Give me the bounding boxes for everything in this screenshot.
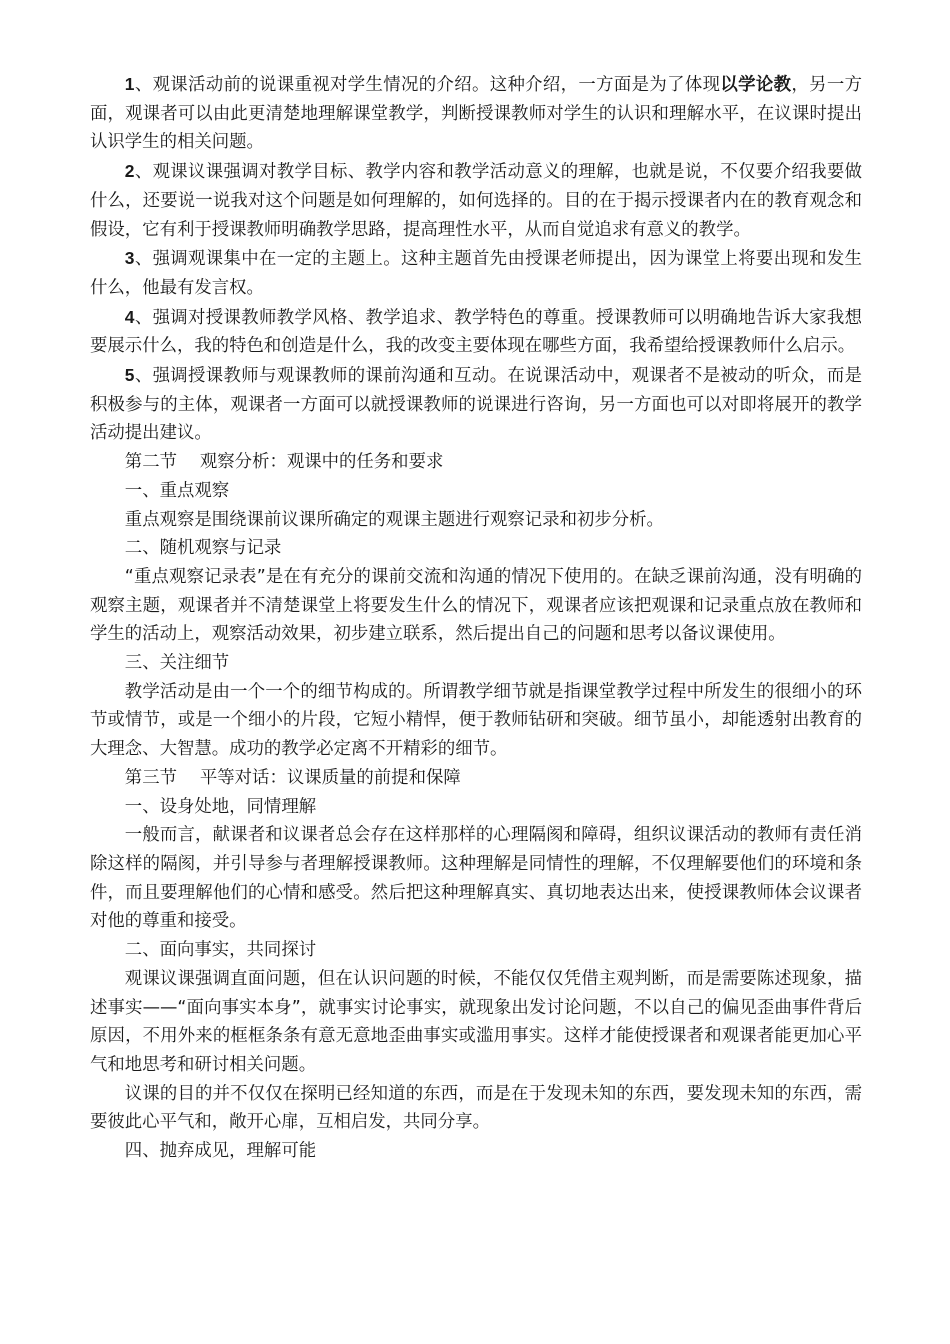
section-2-paragraph-1: 重点观察是围绕课前议课所确定的观课主题进行观察记录和初步分析。 — [124, 509, 664, 530]
section-3-heading-1: 一、设身处地，同情理解 — [124, 796, 317, 817]
paragraph-number: 1 — [124, 74, 135, 94]
numbered-paragraph-4 — [90, 303, 862, 361]
section-3-paragraph-2: 观课议课强调直面问题，但在认识问题的时候，不能仅仅凭借主观判断，而是需要陈述现象，描述事实——“面向事实本身”，就事实讨论事实，就现象出发讨论问题，不以自己的偏见歪曲事件背后原因，不用外来的框框条条有意无意地歪曲事实或滥用事实。这样才能使授课者和观课者能更加心平气和地思考和研讨相关问题。 — [90, 968, 862, 1075]
section-2-heading-1: 一、重点观察 — [124, 480, 230, 501]
paragraph-text: 、强调授课教师与观课教师的课前沟通和互动。在说课活动中，观课者不是被动的听众，而是积极参与的主体，观课者一方面可以就授课教师的说课进行咨询，另一方面也可以对即将展开的教学活动提出建议。 — [90, 366, 862, 444]
section-3-paragraph-1: 一般而言，献课者和议课者总会存在这样那样的心理隔阂和障碍，组织议课活动的教师有责任消除这样的隔阂，并引导参与者理解授课教师。这种理解是同情性的理解，不仅理解要他们的环境和条件，而且要理解他们的心情和感受。然后把这种理解真实、真切地表达出来，使授课教师体会议课者对他的尊重和接受。 — [90, 825, 862, 932]
paragraph-text: 、强调对授课教师教学风格、教学追求、教学特色的尊重。授课教师可以明确地告诉大家我想要展示什么，我的特色和创造是什么，我的改变主要体现在哪些方面，我希望给授课教师什么启示。 — [90, 307, 862, 357]
document-body — [90, 70, 862, 1166]
section-2-paragraph-3: 教学活动是由一个一个的细节构成的。所谓教学细节就是指课堂教学过程中所发生的很细小的环节或情节，或是一个细小的片段，它短小精悍，便于教师钻研和突破。细节虽小，却能透射出教育的大理念、大智慧。成功的教学必定离不开精彩的细节。 — [90, 681, 862, 760]
paragraph-number: 4 — [124, 306, 135, 327]
paragraph-number: 2 — [124, 161, 135, 182]
emphasized-term: 以学论教 — [720, 75, 792, 95]
numbered-paragraph-2 — [90, 157, 862, 244]
section-2-title: 第二节 观察分析：观课中的任务和要求 — [124, 452, 444, 473]
paragraph-text: 、强调观课集中在一定的主题上。这种主题首先由授课老师提出，因为课堂上将要出现和发生什么，他最有发言权。 — [90, 249, 862, 298]
numbered-paragraph-5 — [90, 361, 862, 448]
paragraph-text-end: ，另一方面，观课者可以由此更清楚地理解课堂教学，判断授课教师对学生的认识和理解水平，在议课时提出认识学生的相关问题。 — [90, 75, 862, 153]
numbered-paragraph-1 — [90, 70, 862, 157]
section-3-paragraph-3: 议课的目的并不仅仅在探明已经知道的东西，而是在于发现未知的东西，要发现未知的东西，需要彼此心平气和，敞开心扉，互相启发，共同分享。 — [90, 1083, 862, 1133]
paragraph-text-start: 、观课活动前的说课重视对学生情况的介绍。这种介绍，一方面是为了体现 — [134, 75, 721, 95]
numbered-paragraph-3 — [90, 244, 862, 302]
section-3-heading-4: 四、抛弃成见，理解可能 — [124, 1141, 317, 1162]
section-2-paragraph-2: “重点观察记录表”是在有充分的课前交流和沟通的情况下使用的。在缺乏课前沟通，没有明确的观察主题，观课者并不清楚课堂上将要发生什么的情况下，观课者应该把观课和记录重点放在教师和学生的活动上，观察活动效果，初步建立联系，然后提出自己的问题和思考以备议课使用。 — [90, 566, 862, 645]
section-2-heading-3: 三、关注细节 — [124, 653, 230, 674]
paragraph-number: 5 — [124, 365, 135, 386]
section-3-heading-2: 二、面向事实，共同探讨 — [124, 940, 317, 961]
section-2-heading-2: 二、随机观察与记录 — [124, 538, 282, 559]
paragraph-text: 、观课议课强调对教学目标、教学内容和教学活动意义的理解，也就是说，不仅要介绍我要做什么，还要说一说我对这个问题是如何理解的，如何选择的。目的在于揭示授课者内在的教育观念和假设，它有利于授课教师明确教学思路，提高理性水平，从而自觉追求有意义的教学。 — [90, 162, 862, 240]
paragraph-number: 3 — [124, 248, 135, 269]
section-3-title: 第三节 平等对话：议课质量的前提和保障 — [124, 767, 461, 788]
